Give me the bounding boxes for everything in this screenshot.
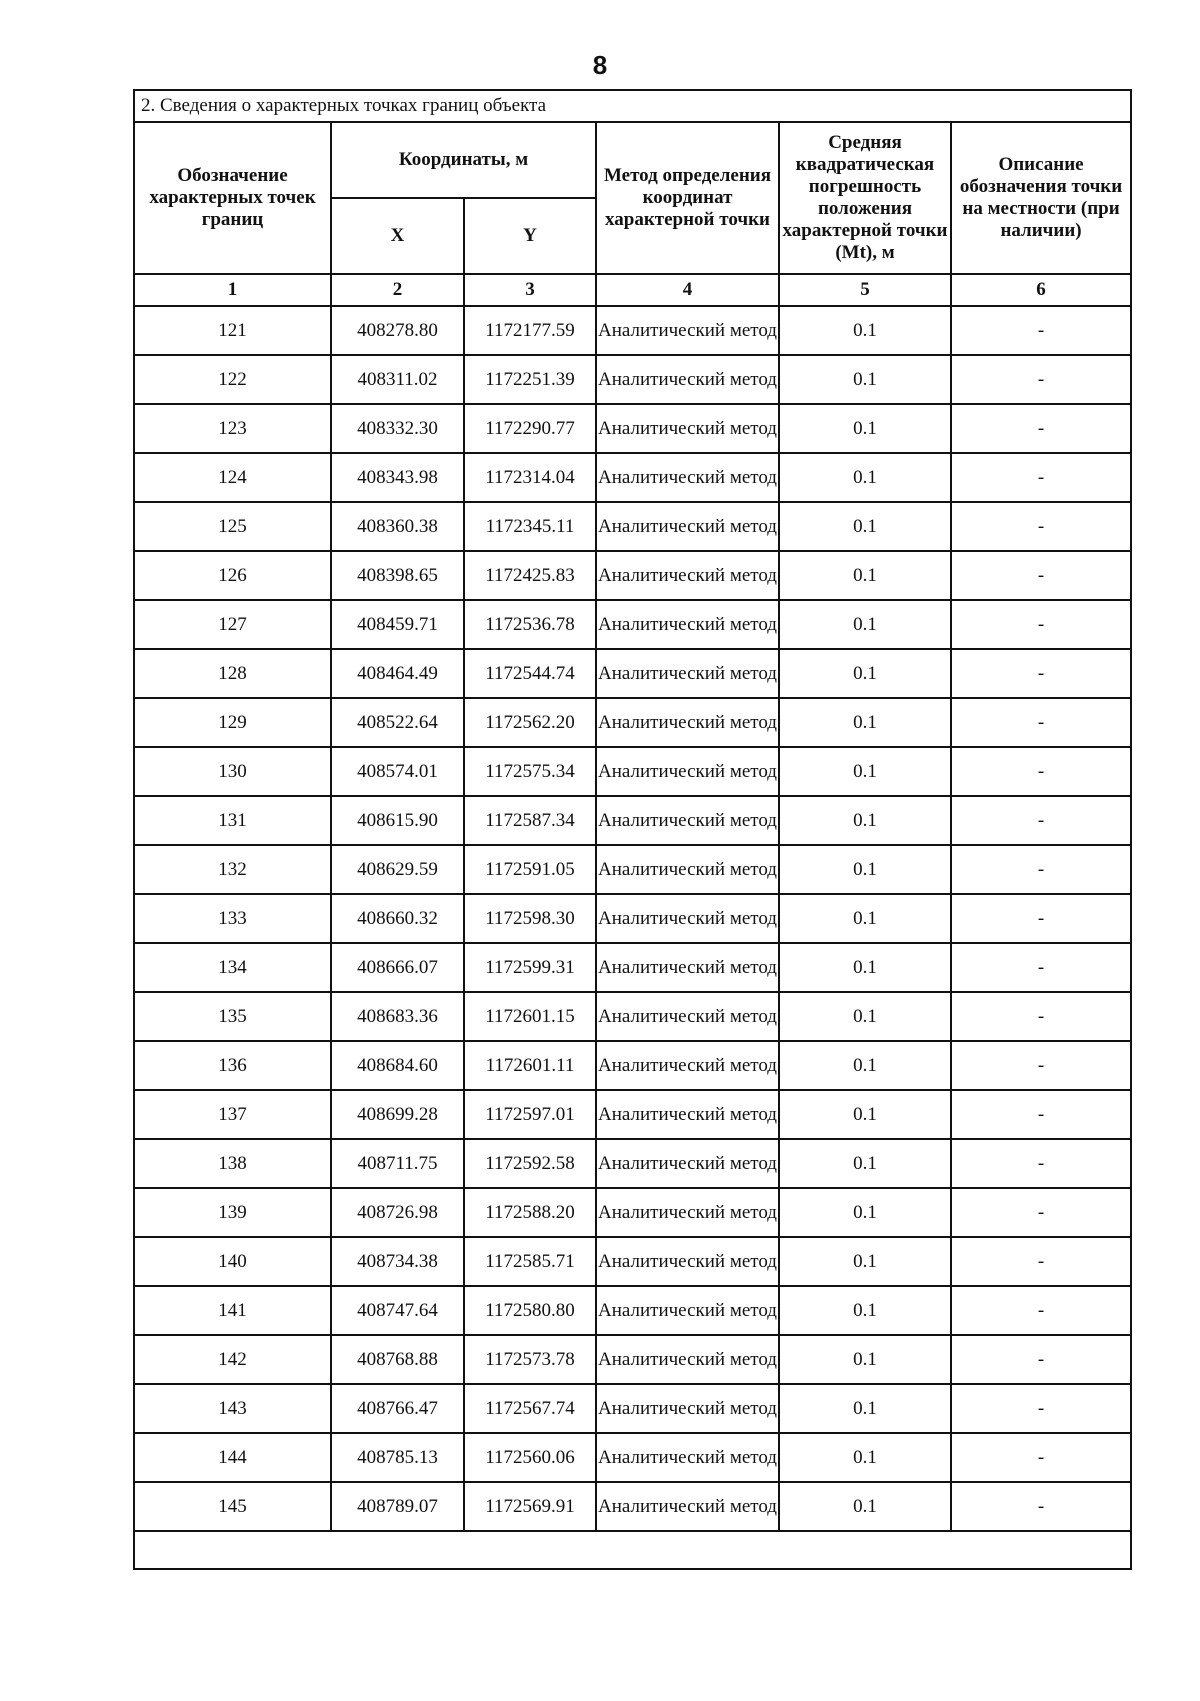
empty-row <box>134 1531 1131 1569</box>
mt-error: 0.1 <box>779 747 951 796</box>
header-method: Метод определения координат характерной точки <box>596 122 779 274</box>
mt-error: 0.1 <box>779 355 951 404</box>
coord-x: 408464.49 <box>331 649 464 698</box>
coord-x: 408459.71 <box>331 600 464 649</box>
coord-x: 408726.98 <box>331 1188 464 1237</box>
coord-y: 1172597.01 <box>464 1090 596 1139</box>
column-number: 5 <box>779 274 951 306</box>
coord-y: 1172585.71 <box>464 1237 596 1286</box>
point-number: 136 <box>134 1041 331 1090</box>
coord-y: 1172569.91 <box>464 1482 596 1531</box>
mt-error: 0.1 <box>779 453 951 502</box>
method: Аналитический метод <box>596 698 779 747</box>
method: Аналитический метод <box>596 845 779 894</box>
point-description: - <box>951 649 1131 698</box>
method: Аналитический метод <box>596 1188 779 1237</box>
point-number: 132 <box>134 845 331 894</box>
point-number: 125 <box>134 502 331 551</box>
point-description: - <box>951 1335 1131 1384</box>
point-number: 129 <box>134 698 331 747</box>
mt-error: 0.1 <box>779 845 951 894</box>
point-description: - <box>951 894 1131 943</box>
point-number: 142 <box>134 1335 331 1384</box>
point-description: - <box>951 845 1131 894</box>
coord-x: 408660.32 <box>331 894 464 943</box>
coord-y: 1172592.58 <box>464 1139 596 1188</box>
coord-y: 1172177.59 <box>464 306 596 355</box>
point-description: - <box>951 1188 1131 1237</box>
table-row <box>134 1237 1131 1286</box>
column-number: 4 <box>596 274 779 306</box>
point-description: - <box>951 551 1131 600</box>
table-row <box>134 306 1131 355</box>
header-designation: Обозначение характерных точек границ <box>134 122 331 274</box>
table-row <box>134 796 1131 845</box>
column-number: 6 <box>951 274 1131 306</box>
header-x: X <box>331 198 464 274</box>
point-description: - <box>951 404 1131 453</box>
boundary-points-table <box>133 89 1132 1570</box>
coord-y: 1172562.20 <box>464 698 596 747</box>
column-numbers-row <box>134 274 1131 306</box>
section-title: 2. Сведения о характерных точках границ объекта <box>134 90 1131 122</box>
coord-x: 408343.98 <box>331 453 464 502</box>
coord-x: 408629.59 <box>331 845 464 894</box>
coord-x: 408683.36 <box>331 992 464 1041</box>
mt-error: 0.1 <box>779 502 951 551</box>
point-number: 133 <box>134 894 331 943</box>
point-number: 127 <box>134 600 331 649</box>
point-description: - <box>951 1041 1131 1090</box>
point-number: 121 <box>134 306 331 355</box>
method: Аналитический метод <box>596 1335 779 1384</box>
method: Аналитический метод <box>596 943 779 992</box>
coord-x: 408278.80 <box>331 306 464 355</box>
mt-error: 0.1 <box>779 698 951 747</box>
point-number: 143 <box>134 1384 331 1433</box>
coord-x: 408768.88 <box>331 1335 464 1384</box>
table-row <box>134 453 1131 502</box>
page-number: 8 <box>592 50 608 80</box>
coord-x: 408332.30 <box>331 404 464 453</box>
method: Аналитический метод <box>596 992 779 1041</box>
mt-error: 0.1 <box>779 992 951 1041</box>
header-description: Описание обозначения точки на местности (при наличии) <box>951 122 1131 274</box>
mt-error: 0.1 <box>779 649 951 698</box>
coord-y: 1172345.11 <box>464 502 596 551</box>
table-row <box>134 943 1131 992</box>
point-description: - <box>951 453 1131 502</box>
table-row <box>134 1433 1131 1482</box>
section-title-row <box>134 90 1131 122</box>
mt-error: 0.1 <box>779 404 951 453</box>
column-number: 1 <box>134 274 331 306</box>
table-row <box>134 1041 1131 1090</box>
mt-error: 0.1 <box>779 1286 951 1335</box>
method: Аналитический метод <box>596 1237 779 1286</box>
method: Аналитический метод <box>596 1482 779 1531</box>
coord-y: 1172573.78 <box>464 1335 596 1384</box>
mt-error: 0.1 <box>779 306 951 355</box>
table-row <box>134 1188 1131 1237</box>
point-number: 135 <box>134 992 331 1041</box>
table-row <box>134 845 1131 894</box>
point-description: - <box>951 355 1131 404</box>
empty-cell <box>134 1531 1131 1569</box>
coord-x: 408522.64 <box>331 698 464 747</box>
method: Аналитический метод <box>596 894 779 943</box>
point-description: - <box>951 1090 1131 1139</box>
point-description: - <box>951 600 1131 649</box>
method: Аналитический метод <box>596 453 779 502</box>
mt-error: 0.1 <box>779 1335 951 1384</box>
point-number: 144 <box>134 1433 331 1482</box>
coord-x: 408789.07 <box>331 1482 464 1531</box>
mt-error: 0.1 <box>779 551 951 600</box>
coord-x: 408734.38 <box>331 1237 464 1286</box>
point-number: 123 <box>134 404 331 453</box>
coord-y: 1172425.83 <box>464 551 596 600</box>
mt-error: 0.1 <box>779 796 951 845</box>
mt-error: 0.1 <box>779 1384 951 1433</box>
table-row <box>134 404 1131 453</box>
table-row <box>134 1090 1131 1139</box>
coord-y: 1172314.04 <box>464 453 596 502</box>
point-number: 122 <box>134 355 331 404</box>
point-description: - <box>951 306 1131 355</box>
coord-y: 1172251.39 <box>464 355 596 404</box>
method: Аналитический метод <box>596 1139 779 1188</box>
point-description: - <box>951 698 1131 747</box>
mt-error: 0.1 <box>779 1482 951 1531</box>
point-number: 145 <box>134 1482 331 1531</box>
coord-x: 408785.13 <box>331 1433 464 1482</box>
table-row <box>134 551 1131 600</box>
point-description: - <box>951 992 1131 1041</box>
coord-y: 1172536.78 <box>464 600 596 649</box>
point-number: 126 <box>134 551 331 600</box>
header-row <box>134 122 1131 198</box>
coord-x: 408684.60 <box>331 1041 464 1090</box>
point-description: - <box>951 1433 1131 1482</box>
table-row <box>134 355 1131 404</box>
mt-error: 0.1 <box>779 600 951 649</box>
table-row <box>134 502 1131 551</box>
header-coordinates: Координаты, м <box>331 122 596 198</box>
point-number: 128 <box>134 649 331 698</box>
table-row <box>134 600 1131 649</box>
point-number: 138 <box>134 1139 331 1188</box>
point-number: 139 <box>134 1188 331 1237</box>
mt-error: 0.1 <box>779 894 951 943</box>
mt-error: 0.1 <box>779 943 951 992</box>
coord-x: 408699.28 <box>331 1090 464 1139</box>
mt-error: 0.1 <box>779 1237 951 1286</box>
point-number: 141 <box>134 1286 331 1335</box>
coord-y: 1172544.74 <box>464 649 596 698</box>
point-description: - <box>951 747 1131 796</box>
table-row <box>134 649 1131 698</box>
method: Аналитический метод <box>596 649 779 698</box>
method: Аналитический метод <box>596 1384 779 1433</box>
coord-x: 408398.65 <box>331 551 464 600</box>
coord-y: 1172599.31 <box>464 943 596 992</box>
mt-error: 0.1 <box>779 1090 951 1139</box>
method: Аналитический метод <box>596 600 779 649</box>
mt-error: 0.1 <box>779 1041 951 1090</box>
coord-x: 408615.90 <box>331 796 464 845</box>
coord-x: 408666.07 <box>331 943 464 992</box>
method: Аналитический метод <box>596 502 779 551</box>
table-row <box>134 1482 1131 1531</box>
method: Аналитический метод <box>596 1433 779 1482</box>
table-row <box>134 1384 1131 1433</box>
method: Аналитический метод <box>596 404 779 453</box>
method: Аналитический метод <box>596 1041 779 1090</box>
point-description: - <box>951 502 1131 551</box>
table-row <box>134 747 1131 796</box>
coord-y: 1172588.20 <box>464 1188 596 1237</box>
point-description: - <box>951 1139 1131 1188</box>
header-error: Средняя квадратическая погрешность положения характерной точки (Mt), м <box>779 122 951 274</box>
coord-x: 408311.02 <box>331 355 464 404</box>
coord-y: 1172598.30 <box>464 894 596 943</box>
point-number: 134 <box>134 943 331 992</box>
method: Аналитический метод <box>596 551 779 600</box>
point-description: - <box>951 1482 1131 1531</box>
coord-x: 408766.47 <box>331 1384 464 1433</box>
point-number: 124 <box>134 453 331 502</box>
table-row <box>134 894 1131 943</box>
coord-y: 1172601.11 <box>464 1041 596 1090</box>
coord-y: 1172290.77 <box>464 404 596 453</box>
coord-y: 1172567.74 <box>464 1384 596 1433</box>
coord-y: 1172601.15 <box>464 992 596 1041</box>
point-number: 137 <box>134 1090 331 1139</box>
table-row <box>134 1286 1131 1335</box>
table-row <box>134 698 1131 747</box>
point-description: - <box>951 943 1131 992</box>
coord-x: 408574.01 <box>331 747 464 796</box>
coord-y: 1172591.05 <box>464 845 596 894</box>
point-number: 140 <box>134 1237 331 1286</box>
coord-x: 408747.64 <box>331 1286 464 1335</box>
method: Аналитический метод <box>596 747 779 796</box>
method: Аналитический метод <box>596 1286 779 1335</box>
coord-x: 408711.75 <box>331 1139 464 1188</box>
method: Аналитический метод <box>596 355 779 404</box>
mt-error: 0.1 <box>779 1188 951 1237</box>
point-number: 130 <box>134 747 331 796</box>
point-number: 131 <box>134 796 331 845</box>
coord-x: 408360.38 <box>331 502 464 551</box>
point-description: - <box>951 1237 1131 1286</box>
table-row <box>134 992 1131 1041</box>
point-description: - <box>951 1286 1131 1335</box>
column-number: 3 <box>464 274 596 306</box>
column-number: 2 <box>331 274 464 306</box>
method: Аналитический метод <box>596 796 779 845</box>
table-row <box>134 1139 1131 1188</box>
point-description: - <box>951 1384 1131 1433</box>
coord-y: 1172587.34 <box>464 796 596 845</box>
header-y: Y <box>464 198 596 274</box>
coord-y: 1172560.06 <box>464 1433 596 1482</box>
coord-y: 1172575.34 <box>464 747 596 796</box>
mt-error: 0.1 <box>779 1139 951 1188</box>
method: Аналитический метод <box>596 1090 779 1139</box>
mt-error: 0.1 <box>779 1433 951 1482</box>
table-row <box>134 1335 1131 1384</box>
method: Аналитический метод <box>596 306 779 355</box>
point-description: - <box>951 796 1131 845</box>
coord-y: 1172580.80 <box>464 1286 596 1335</box>
